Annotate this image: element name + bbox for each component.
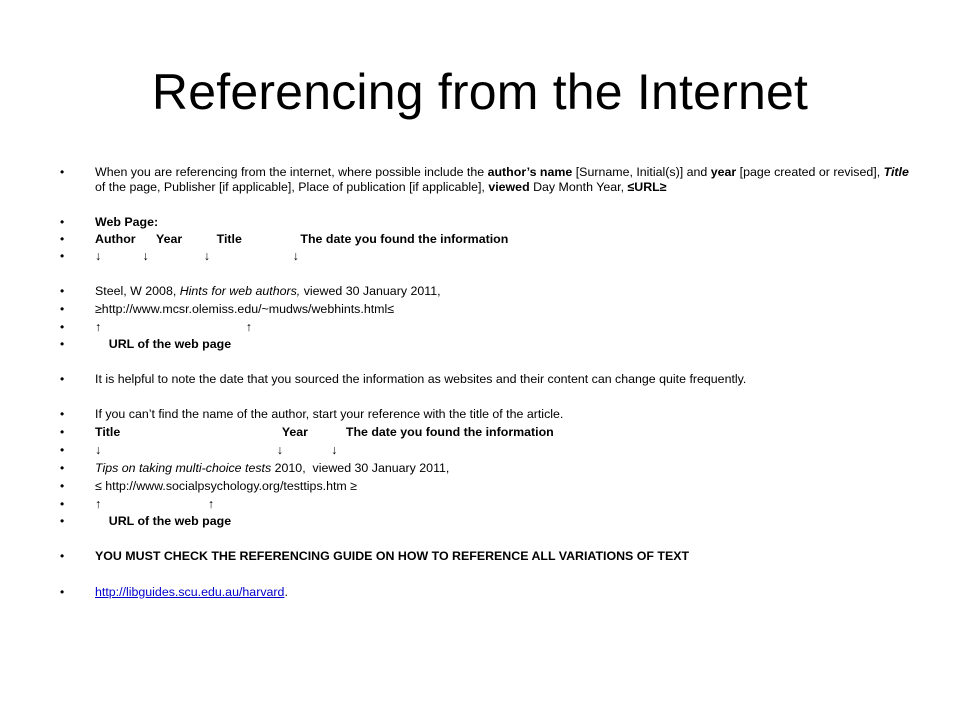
tips-reference — [95, 461, 920, 476]
bullet-dot: • — [60, 549, 65, 563]
intro-part: Day Month Year, — [529, 180, 628, 194]
tips-url: ≤ http://www.socialpsychology.org/testtips.htm ≥ — [95, 479, 357, 493]
intro-author-name: author’s name — [487, 165, 573, 179]
intro-viewed: viewed — [488, 180, 530, 194]
harvard-guide-link[interactable]: http://libguides.scu.edu.au/harvard — [95, 585, 285, 599]
intro-year: year — [710, 165, 737, 179]
bullet-dot: • — [60, 249, 65, 263]
bullet-dot: • — [60, 337, 65, 351]
tips-year-viewed: 2010, viewed 30 January 2011, — [271, 461, 450, 475]
bullet-dot: • — [60, 443, 65, 457]
steel-url: ≥http://www.mcsr.olemiss.edu/~mudws/webhints.html≤ — [95, 302, 395, 316]
intro-url: ≤URL≥ — [627, 180, 667, 194]
bullet-dot: • — [60, 425, 65, 439]
bullet-dot: • — [60, 479, 65, 493]
bullet-dot: • — [60, 372, 65, 386]
tips-title: Tips on taking multi-choice tests — [95, 461, 272, 475]
intro-title: Title — [883, 165, 909, 179]
title-columns-label: Title Year The date you found the information — [95, 425, 554, 439]
intro-part: of the page, Publisher [if applicable], Place of publication [if applicable], — [95, 180, 489, 194]
guide-link-suffix: . — [284, 585, 288, 599]
bullet-dot: • — [60, 320, 65, 334]
steel-title: Hints for web authors, — [179, 284, 301, 298]
steel-reference — [95, 284, 920, 299]
intro-part: When you are referencing from the internet, where possible include the — [95, 165, 488, 179]
bullet-dot: • — [60, 165, 65, 179]
intro-part: [Surname, Initial(s)] and — [572, 165, 711, 179]
web-columns-label: Author Year Title The date you found the information — [95, 232, 509, 246]
intro-text — [95, 165, 920, 195]
must-check-notice: YOU MUST CHECK THE REFERENCING GUIDE ON HOW TO REFERENCE ALL VARIATIONS OF TEXT — [95, 549, 690, 563]
url-of-web-page-label: URL of the web page — [95, 337, 232, 351]
bullet-dot: • — [60, 215, 65, 229]
bullet-dot: • — [60, 461, 65, 475]
intro-part: [page created or revised], — [736, 165, 884, 179]
steel-author-year: Steel, W 2008, — [95, 284, 180, 298]
no-author-note: If you can’t find the name of the author, start your reference with the title of the article. — [95, 407, 564, 421]
guide-link-line — [95, 585, 920, 600]
up-arrow-icons: ↑ ↑ — [95, 320, 252, 334]
bullet-dot: • — [60, 302, 65, 316]
steel-viewed: viewed 30 January 2011, — [300, 284, 441, 298]
down-arrow-icons: ↓ ↓ ↓ — [95, 443, 338, 457]
bullet-dot: • — [60, 232, 65, 246]
bullet-dot: • — [60, 497, 65, 511]
bullet-dot: • — [60, 514, 65, 528]
bullet-dot: • — [60, 585, 65, 599]
up-arrow-icons: ↑ ↑ — [95, 497, 215, 511]
bullet-dot: • — [60, 407, 65, 421]
slide-title: Referencing from the Internet — [151, 64, 809, 120]
down-arrow-icons: ↓ ↓ ↓ ↓ — [95, 249, 299, 263]
helpful-note: It is helpful to note the date that you sourced the information as websites and their content can change quite frequently. — [95, 372, 747, 386]
bullet-dot: • — [60, 284, 65, 298]
url-of-web-page-label: URL of the web page — [95, 514, 232, 528]
web-page-heading: Web Page: — [95, 215, 159, 229]
